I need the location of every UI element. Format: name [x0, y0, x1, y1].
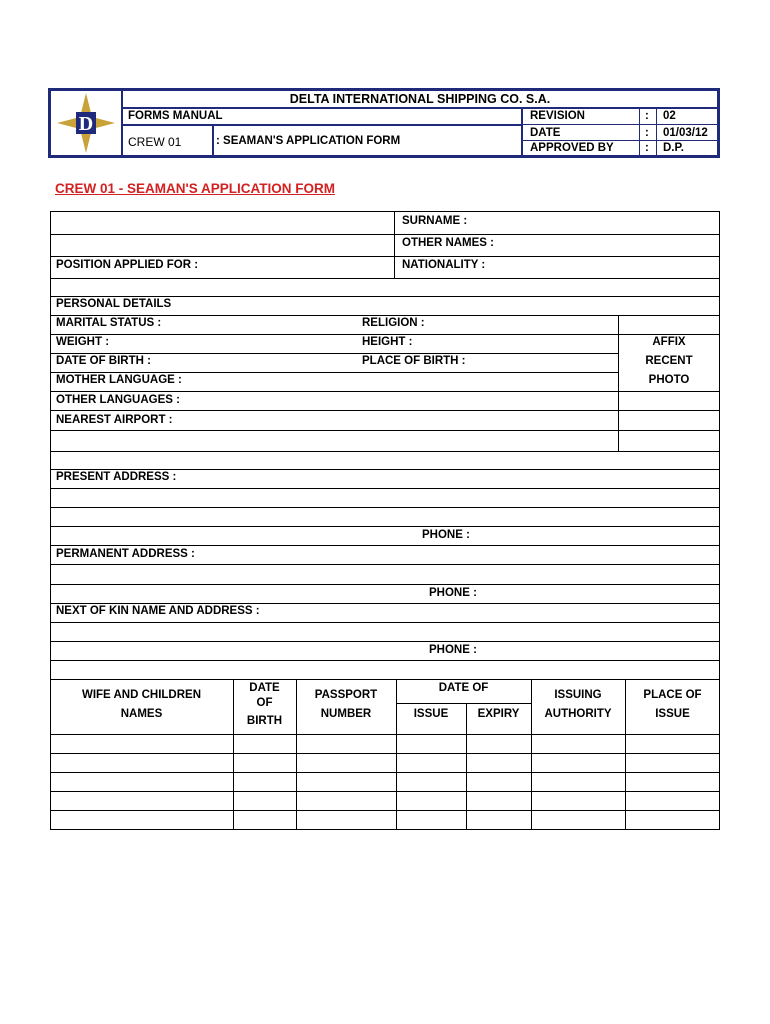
- row-line: [50, 488, 720, 489]
- passport-header-2: NUMBER: [320, 708, 372, 720]
- row-line: [50, 584, 720, 585]
- manual-label: FORMS MANUAL: [128, 110, 223, 122]
- row-line: [50, 564, 720, 565]
- header-divider: [656, 109, 657, 155]
- issuing-authority-header: ISSUING: [554, 689, 602, 701]
- photo-recent: RECENT: [645, 355, 693, 367]
- position-label: POSITION APPLIED FOR :: [56, 259, 199, 271]
- header-divider: [212, 126, 214, 155]
- nearest-airport-label: NEAREST AIRPORT :: [56, 414, 173, 426]
- row-line: [50, 410, 720, 411]
- row-line: [50, 278, 720, 279]
- place-of-birth-label: PLACE OF BIRTH :: [362, 355, 466, 367]
- revision-value: 02: [663, 110, 676, 122]
- date-value: 01/03/12: [663, 127, 708, 139]
- issuing-authority-header-2: AUTHORITY: [544, 708, 612, 720]
- next-of-kin-label: NEXT OF KIN NAME AND ADDRESS :: [56, 605, 260, 617]
- col-line: [466, 703, 467, 830]
- row-line: [50, 234, 720, 235]
- row-line: [50, 526, 720, 527]
- row-line: [50, 810, 720, 811]
- nationality-label: NATIONALITY :: [402, 259, 486, 271]
- row-line: [50, 603, 720, 604]
- photo-affix: AFFIX: [652, 336, 686, 348]
- height-label: HEIGHT :: [362, 336, 413, 348]
- revision-colon: :: [645, 110, 649, 122]
- page-title: CREW 01 - SEAMAN'S APPLICATION FORM: [55, 181, 335, 196]
- logo-letter: D: [78, 113, 94, 135]
- date-of-birth-label: DATE OF BIRTH :: [56, 355, 151, 367]
- surname-label: SURNAME :: [402, 215, 468, 227]
- row-line: [50, 334, 720, 335]
- approved-value: D.P.: [663, 142, 684, 154]
- place-of-issue-header-2: ISSUE: [655, 708, 690, 720]
- row-line: [50, 315, 720, 316]
- row-line: [50, 296, 720, 297]
- row-line: [50, 545, 720, 546]
- expiry-header: EXPIRY: [477, 708, 520, 720]
- row-line: [50, 391, 720, 392]
- date-of-header: DATE OF: [438, 682, 489, 694]
- permanent-phone-label: PHONE :: [429, 587, 477, 599]
- row-line: [50, 660, 720, 661]
- row-line: [50, 734, 720, 735]
- weight-label: WEIGHT :: [56, 336, 110, 348]
- next-of-kin-phone-label: PHONE :: [429, 644, 477, 656]
- row-line: [50, 372, 618, 373]
- date-colon: :: [645, 127, 649, 139]
- row-line: [50, 679, 720, 680]
- row-line: [50, 641, 720, 642]
- header-divider: [123, 107, 717, 109]
- col-line: [531, 679, 532, 830]
- row-line: [50, 451, 720, 452]
- present-phone-label: PHONE :: [422, 529, 470, 541]
- dob-header-3: BIRTH: [246, 715, 283, 727]
- marital-status-label: MARITAL STATUS :: [56, 317, 162, 329]
- row-line: [50, 353, 618, 354]
- issue-header: ISSUE: [413, 708, 449, 720]
- present-address-label: PRESENT ADDRESS :: [56, 471, 177, 483]
- row-line: [50, 772, 720, 773]
- wife-children-header: WIFE AND CHILDREN: [81, 689, 202, 701]
- approved-colon: :: [645, 142, 649, 154]
- permanent-address-label: PERMANENT ADDRESS :: [56, 548, 195, 560]
- dob-header-2: OF: [256, 697, 273, 709]
- form-code: CREW 01: [128, 135, 182, 149]
- row-line: [50, 622, 720, 623]
- date-label: DATE: [530, 127, 561, 139]
- header-divider: [639, 109, 640, 155]
- company-name: DELTA INTERNATIONAL SHIPPING CO. S.A.: [289, 92, 551, 106]
- row-line: [396, 703, 531, 704]
- row-line: [50, 507, 720, 508]
- form-name: : SEAMAN'S APPLICATION FORM: [216, 135, 401, 147]
- row-line: [50, 256, 720, 257]
- col-line: [296, 679, 297, 830]
- other-languages-label: OTHER LANGUAGES :: [56, 394, 180, 406]
- company-logo: [51, 91, 121, 155]
- col-line: [394, 211, 395, 278]
- place-of-issue-header: PLACE OF: [643, 689, 702, 701]
- revision-label: REVISION: [530, 110, 585, 122]
- other-names-label: OTHER NAMES :: [402, 237, 494, 249]
- header-divider: [523, 124, 717, 125]
- approved-label: APPROVED BY: [530, 142, 614, 154]
- header-divider: [521, 109, 523, 155]
- row-line: [50, 469, 720, 470]
- header-divider: [523, 140, 717, 141]
- personal-details-heading: PERSONAL DETAILS: [56, 298, 172, 310]
- photo-label: PHOTO: [648, 374, 690, 386]
- passport-header: PASSPORT: [314, 689, 378, 701]
- row-line: [50, 791, 720, 792]
- header-divider: [123, 124, 521, 126]
- religion-label: RELIGION :: [362, 317, 425, 329]
- wife-children-header-2: NAMES: [120, 708, 163, 720]
- mother-language-label: MOTHER LANGUAGE :: [56, 374, 182, 386]
- row-line: [50, 430, 720, 431]
- col-line: [396, 679, 397, 830]
- row-line: [50, 753, 720, 754]
- dob-header: DATE: [249, 682, 280, 694]
- col-line: [625, 679, 626, 830]
